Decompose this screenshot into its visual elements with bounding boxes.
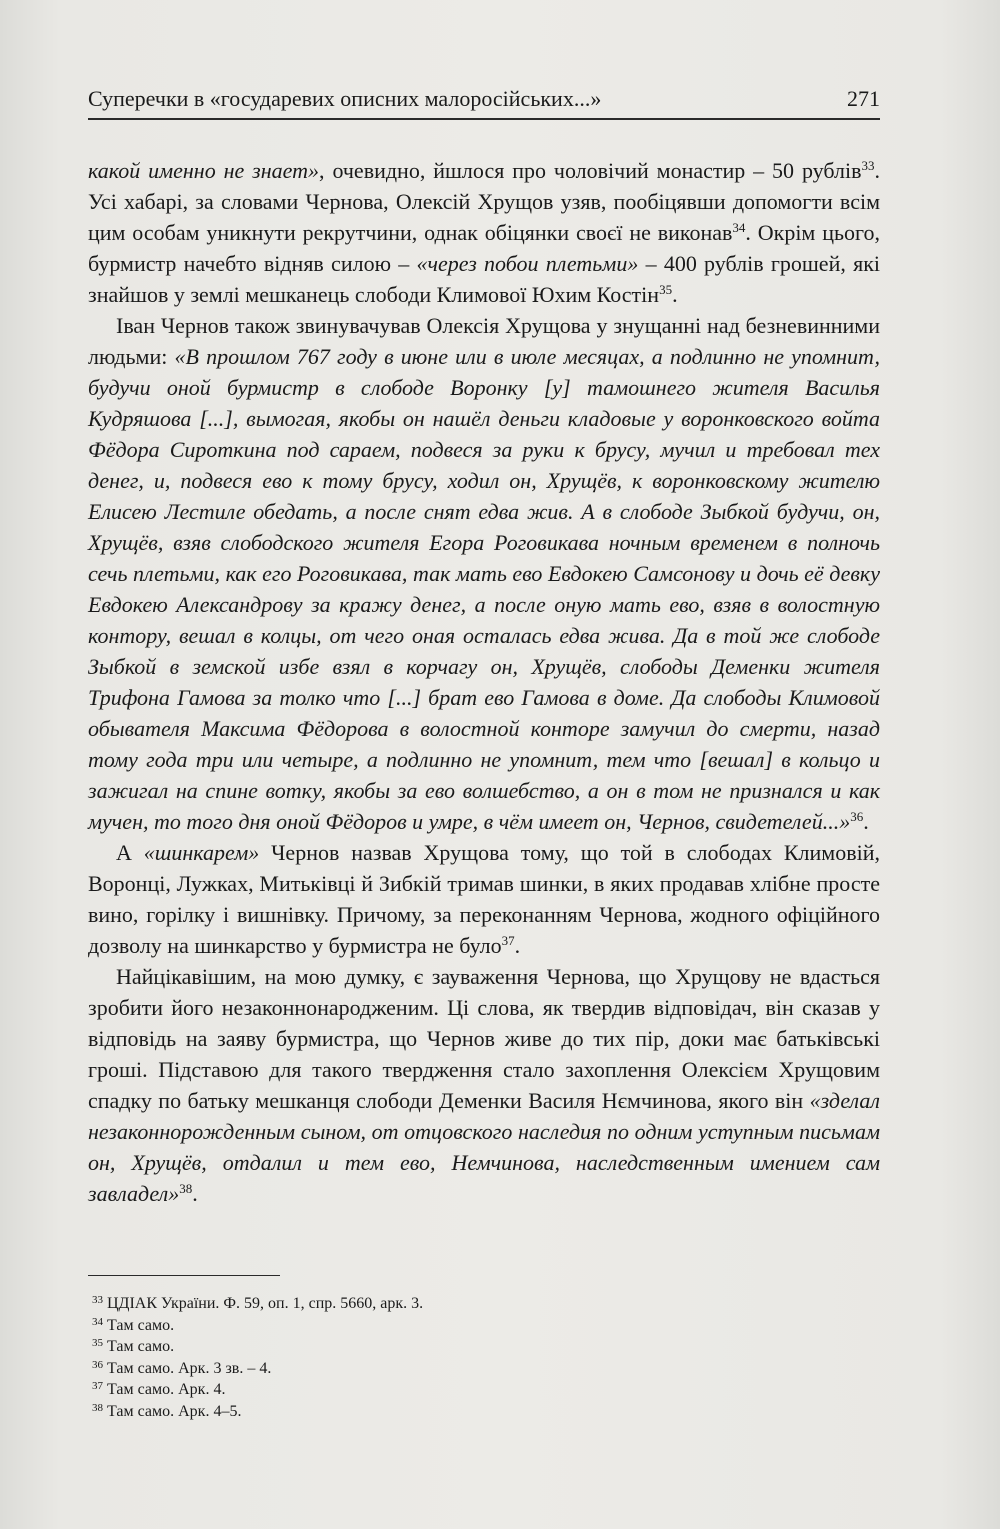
footnote [92,1379,792,1401]
text-run: Чернов назвав Хрущова тому, що той в слободах Климовій, Воронці, Лужках, Митьківці й Зибкій тримав шинки, в яких продавав хлібне просте вино, горілку і вишнівку. Причому, за переконанням Чернова, жодного офіційного дозволу на шинкарство у бурмистра не було [88,840,880,958]
paragraph [88,837,880,961]
footnote-number: 34 [92,1315,103,1328]
page-header [88,84,880,120]
footnote [92,1293,792,1315]
text-run: , очевидно, йшлося про чоловічий монастир – 50 рублів [319,158,862,183]
quoted-text: «через побои плетьми» [416,251,639,276]
paragraph [88,961,880,1209]
footnotes [92,1293,792,1422]
footnote-text: Там само. Арк. 4. [103,1381,226,1398]
footnote-text: ЦДІАК України. Ф. 59, оп. 1, спр. 5660, арк. 3. [103,1295,424,1312]
running-title: Суперечки в «государевих описних малоросійських...» [88,86,602,111]
footnote-text: Там само. [103,1316,175,1334]
footnote-number: 35 [92,1337,103,1349]
paragraph [88,155,880,310]
text-run: . Усі хабарі, за словами Чернова, Олексій Хрущов узяв, пообіцявши допомогти всім цим особам уникнути рекрутчини, однак обіцянки своєї не виконав [88,158,880,245]
text-run: . [672,282,678,307]
footnote-number: 37 [92,1380,103,1392]
footnote-ref: 35 [659,282,673,297]
footnote-text: Там само. Арк. 4–5. [103,1402,242,1420]
page-number: 271 [847,86,880,111]
footnote-text: Там само. [103,1338,175,1355]
quoted-text: «шинкарем» [143,840,260,865]
quoted-text: «зделал незаконнорожденным сыном, от отцовского наследия по одним уступным письмам он, Хрущёв, отдалил и тем ево, Немчинова, наследственным имением сам завладел» [88,1088,880,1206]
footnote-ref: 34 [732,220,746,235]
text-run: . Окрім цього, бурмистр начебто відняв силою – [88,220,880,276]
quoted-text: «В прошлом 767 году в июне или в июле месяцах, а подлинно не упомнит, будучи оной бурмистр в слободе Воронку [у] тамошнего жителя Василья Кудряшова [...], вымогая, якобы он нашёл деньги кладовые у воронковского войта Фёдора Сироткина под сараем, подвеся за руки к брусу, мучил и требовал тех денег, и, подвеся ево к тому брусу, ходил он, Хрущёв, к воронковскому жителю Елисею Лестиле обедать, а после снят едва жив. А в слободе Зыбкой будучи, он, Хрущёв, взяв слободского жителя Егора Роговикава ночным временем в полночь сечь плетьми, как его Роговикава, так мать ево Евдокею Самсонову и дочь её девку Евдокею Александрову за кражу денег, а после оную мать ево, взяв в волостную контору, вешал в колцы, от чего оная осталась едва жива. Да в той же слободе Зыбкой в земской избе взял в корчагу он, Хрущёв, слободы Деменки жителя Трифона Гамова за толко что [...] брат ево Гамова в доме. Да слободы Климовой обывателя Максима Фёдорова в волостной конторе замучил до смерти, назад тому года три или четыре, а подлинно не упомнит, тем что [вешал] в кольцо и зажигал на спине вотку, якобы за ево волшебство, а он в том не признался и как мучен, то того дня оной Фёдоров и умре, в чём имеет он, Чернов, свидетелей...» [88,344,880,834]
footnote-number: 36 [92,1358,103,1371]
text-run: Іван Чернов також звинувачував Олексія Хрущова у знущанні над безневинними людьми: [88,313,880,369]
footnote-ref: 36 [850,809,864,824]
footnote-ref: 33 [861,158,875,173]
quoted-text: какой именно не знает» [88,158,320,183]
footnote-separator [88,1275,280,1276]
footnote-number: 33 [92,1294,103,1306]
text-run: – 400 рублів грошей, які знайшов у землі мешканець слободи Климової Юхим Костін [88,251,881,307]
footnote-ref: 37 [501,933,515,948]
text-run: . [192,1181,198,1206]
text-run: А [116,840,144,865]
footnote-text: Там само. Арк. 3 зв. – 4. [103,1359,272,1377]
text-run: Найцікавішим, на мою думку, є зауваження Чернова, що Хрущову не вдасться зробити його незаконнонародженим. Ці слова, як твердив відповідач, він сказав у відповідь на заяву бурмистра, що Чернов живе до тих пір, доки має батьківські гроші. Підставою для такого твердження стало захоплення Олексієм Хрущовим спадку по батьку мешканця слободи Деменки Василя Нємчинова, якого він [88,964,880,1113]
footnote [92,1315,792,1337]
paragraph [88,310,880,837]
text-run: . [514,933,521,958]
footnote [92,1336,792,1358]
text-run: . [863,809,869,834]
main-text [88,155,880,1209]
footnote [92,1401,792,1423]
footnote [92,1358,792,1380]
footnote-number: 38 [92,1401,103,1414]
footnote-ref: 38 [179,1181,193,1196]
